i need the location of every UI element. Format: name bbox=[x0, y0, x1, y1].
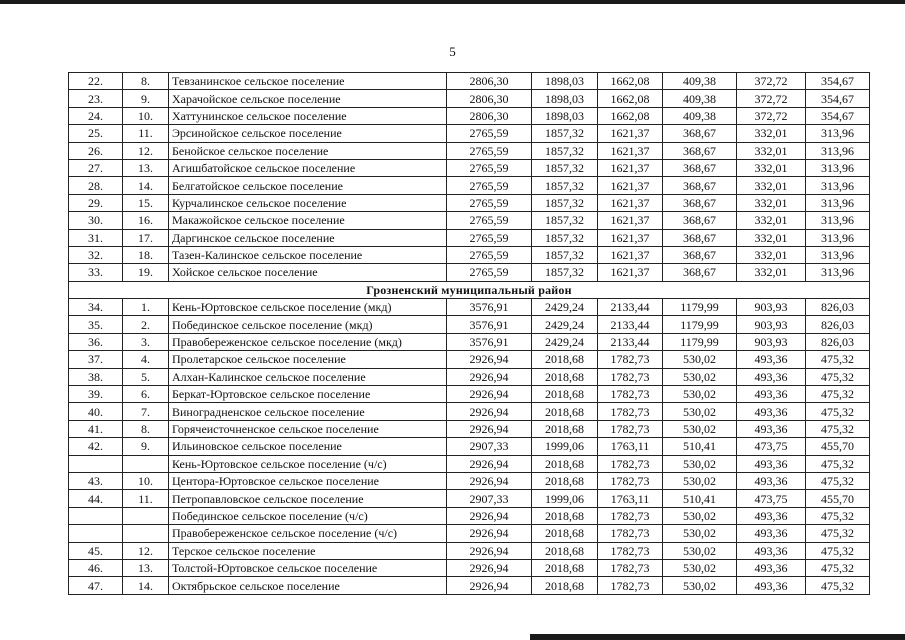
row-number: 44. bbox=[69, 490, 123, 507]
value-cell: 2926,94 bbox=[447, 577, 532, 594]
table-row bbox=[69, 507, 870, 524]
value-cell: 1782,73 bbox=[598, 472, 663, 489]
value-cell: 2133,44 bbox=[598, 299, 663, 316]
table-row bbox=[69, 420, 870, 437]
value-cell: 1621,37 bbox=[598, 142, 663, 159]
settlement-name: Правобереженское сельское поселение (мкд) bbox=[169, 333, 447, 350]
value-cell: 1621,37 bbox=[598, 229, 663, 246]
value-cell: 2018,68 bbox=[532, 386, 598, 403]
row-number bbox=[69, 455, 123, 472]
row-number: 37. bbox=[69, 351, 123, 368]
table-row bbox=[69, 107, 870, 124]
value-cell: 2926,94 bbox=[447, 386, 532, 403]
row-number: 23. bbox=[69, 90, 123, 107]
value-cell: 2765,59 bbox=[447, 125, 532, 142]
value-cell: 313,96 bbox=[806, 212, 870, 229]
value-cell: 313,96 bbox=[806, 246, 870, 263]
value-cell: 475,32 bbox=[806, 420, 870, 437]
value-cell: 1621,37 bbox=[598, 264, 663, 281]
value-cell: 530,02 bbox=[663, 577, 737, 594]
value-cell: 1763,11 bbox=[598, 490, 663, 507]
settlement-name: Терское сельское поселение bbox=[169, 542, 447, 559]
value-cell: 2926,94 bbox=[447, 525, 532, 542]
row-number: 43. bbox=[69, 472, 123, 489]
value-cell: 1857,32 bbox=[532, 177, 598, 194]
value-cell: 530,02 bbox=[663, 368, 737, 385]
row-sub-number bbox=[123, 507, 169, 524]
value-cell: 1999,06 bbox=[532, 490, 598, 507]
row-number: 31. bbox=[69, 229, 123, 246]
value-cell: 1898,03 bbox=[532, 73, 598, 90]
value-cell: 313,96 bbox=[806, 142, 870, 159]
value-cell: 475,32 bbox=[806, 351, 870, 368]
table-row bbox=[69, 194, 870, 211]
value-cell: 2765,59 bbox=[447, 142, 532, 159]
value-cell: 313,96 bbox=[806, 125, 870, 142]
value-cell: 1857,32 bbox=[532, 159, 598, 176]
value-cell: 354,67 bbox=[806, 90, 870, 107]
row-sub-number: 12. bbox=[123, 542, 169, 559]
value-cell: 2907,33 bbox=[447, 438, 532, 455]
value-cell: 1782,73 bbox=[598, 525, 663, 542]
value-cell: 368,67 bbox=[663, 142, 737, 159]
value-cell: 313,96 bbox=[806, 194, 870, 211]
value-cell: 1898,03 bbox=[532, 107, 598, 124]
row-sub-number: 16. bbox=[123, 212, 169, 229]
value-cell: 493,36 bbox=[737, 420, 806, 437]
row-number: 34. bbox=[69, 299, 123, 316]
value-cell: 1782,73 bbox=[598, 403, 663, 420]
value-cell: 1782,73 bbox=[598, 351, 663, 368]
value-cell: 368,67 bbox=[663, 212, 737, 229]
value-cell: 2926,94 bbox=[447, 472, 532, 489]
row-number: 22. bbox=[69, 73, 123, 90]
value-cell: 2765,59 bbox=[447, 159, 532, 176]
row-number: 39. bbox=[69, 386, 123, 403]
row-number: 27. bbox=[69, 159, 123, 176]
value-cell: 1782,73 bbox=[598, 577, 663, 594]
value-cell: 826,03 bbox=[806, 299, 870, 316]
value-cell: 493,36 bbox=[737, 368, 806, 385]
table-row bbox=[69, 455, 870, 472]
value-cell: 332,01 bbox=[737, 177, 806, 194]
value-cell: 475,32 bbox=[806, 525, 870, 542]
value-cell: 354,67 bbox=[806, 107, 870, 124]
row-number: 35. bbox=[69, 316, 123, 333]
value-cell: 1857,32 bbox=[532, 125, 598, 142]
section-title: Грозненский муниципальный район bbox=[69, 281, 870, 298]
value-cell: 1621,37 bbox=[598, 246, 663, 263]
value-cell: 2926,94 bbox=[447, 455, 532, 472]
value-cell: 2765,59 bbox=[447, 212, 532, 229]
settlement-name: Петропавловское сельское поселение bbox=[169, 490, 447, 507]
value-cell: 475,32 bbox=[806, 403, 870, 420]
value-cell: 2018,68 bbox=[532, 525, 598, 542]
settlement-name: Побединское сельское поселение (мкд) bbox=[169, 316, 447, 333]
table-row bbox=[69, 368, 870, 385]
value-cell: 493,36 bbox=[737, 559, 806, 576]
row-sub-number: 6. bbox=[123, 386, 169, 403]
value-cell: 354,67 bbox=[806, 73, 870, 90]
value-cell: 332,01 bbox=[737, 264, 806, 281]
value-cell: 332,01 bbox=[737, 194, 806, 211]
value-cell: 368,67 bbox=[663, 229, 737, 246]
value-cell: 530,02 bbox=[663, 386, 737, 403]
value-cell: 2765,59 bbox=[447, 229, 532, 246]
value-cell: 510,41 bbox=[663, 438, 737, 455]
table-row bbox=[69, 264, 870, 281]
table-row bbox=[69, 559, 870, 576]
value-cell: 455,70 bbox=[806, 438, 870, 455]
value-cell: 493,36 bbox=[737, 577, 806, 594]
table-row bbox=[69, 472, 870, 489]
value-cell: 493,36 bbox=[737, 525, 806, 542]
settlement-name: Хаттунинское сельское поселение bbox=[169, 107, 447, 124]
row-sub-number: 14. bbox=[123, 177, 169, 194]
row-number: 45. bbox=[69, 542, 123, 559]
value-cell: 1857,32 bbox=[532, 142, 598, 159]
value-cell: 332,01 bbox=[737, 142, 806, 159]
value-cell: 530,02 bbox=[663, 559, 737, 576]
value-cell: 1662,08 bbox=[598, 73, 663, 90]
value-cell: 1782,73 bbox=[598, 386, 663, 403]
row-sub-number: 9. bbox=[123, 438, 169, 455]
row-number: 24. bbox=[69, 107, 123, 124]
settlement-name: Кень-Юртовское сельское поселение (ч/с) bbox=[169, 455, 447, 472]
value-cell: 473,75 bbox=[737, 490, 806, 507]
tariff-table bbox=[68, 72, 870, 595]
value-cell: 475,32 bbox=[806, 559, 870, 576]
value-cell: 530,02 bbox=[663, 403, 737, 420]
settlement-name: Белгатойское сельское поселение bbox=[169, 177, 447, 194]
value-cell: 2806,30 bbox=[447, 107, 532, 124]
value-cell: 530,02 bbox=[663, 525, 737, 542]
row-sub-number: 2. bbox=[123, 316, 169, 333]
settlement-name: Тевзанинское сельское поселение bbox=[169, 73, 447, 90]
settlement-name: Бенойское сельское поселение bbox=[169, 142, 447, 159]
row-sub-number: 13. bbox=[123, 159, 169, 176]
row-number: 33. bbox=[69, 264, 123, 281]
value-cell: 368,67 bbox=[663, 194, 737, 211]
table-row bbox=[69, 212, 870, 229]
settlement-name: Центора-Юртовское сельское поселение bbox=[169, 472, 447, 489]
row-number: 36. bbox=[69, 333, 123, 350]
value-cell: 903,93 bbox=[737, 299, 806, 316]
value-cell: 313,96 bbox=[806, 159, 870, 176]
value-cell: 372,72 bbox=[737, 73, 806, 90]
value-cell: 2926,94 bbox=[447, 403, 532, 420]
section-header-group bbox=[69, 281, 870, 298]
value-cell: 2765,59 bbox=[447, 264, 532, 281]
row-sub-number: 10. bbox=[123, 472, 169, 489]
row-sub-number: 1. bbox=[123, 299, 169, 316]
value-cell: 2806,30 bbox=[447, 90, 532, 107]
value-cell: 1662,08 bbox=[598, 90, 663, 107]
value-cell: 475,32 bbox=[806, 542, 870, 559]
row-number: 28. bbox=[69, 177, 123, 194]
value-cell: 368,67 bbox=[663, 264, 737, 281]
value-cell: 1179,99 bbox=[663, 299, 737, 316]
settlement-name: Октябрьское сельское поселение bbox=[169, 577, 447, 594]
row-sub-number: 13. bbox=[123, 559, 169, 576]
row-number: 38. bbox=[69, 368, 123, 385]
value-cell: 2926,94 bbox=[447, 507, 532, 524]
row-number: 47. bbox=[69, 577, 123, 594]
section-header-row bbox=[69, 281, 870, 298]
value-cell: 2018,68 bbox=[532, 403, 598, 420]
settlement-name: Даргинское сельское поселение bbox=[169, 229, 447, 246]
row-number: 25. bbox=[69, 125, 123, 142]
table-row bbox=[69, 229, 870, 246]
value-cell: 409,38 bbox=[663, 90, 737, 107]
settlement-name: Кень-Юртовское сельское поселение (мкд) bbox=[169, 299, 447, 316]
settlement-name: Харачойское сельское поселение bbox=[169, 90, 447, 107]
settlement-name: Виноградненское сельское поселение bbox=[169, 403, 447, 420]
settlement-name: Беркат-Юртовское сельское поселение bbox=[169, 386, 447, 403]
row-sub-number: 7. bbox=[123, 403, 169, 420]
table-body-upper bbox=[69, 73, 870, 282]
value-cell: 475,32 bbox=[806, 507, 870, 524]
bottom-border-line bbox=[530, 634, 905, 640]
value-cell: 1179,99 bbox=[663, 316, 737, 333]
value-cell: 473,75 bbox=[737, 438, 806, 455]
settlement-name: Курчалинское сельское поселение bbox=[169, 194, 447, 211]
row-number: 41. bbox=[69, 420, 123, 437]
settlement-name: Хойское сельское поселение bbox=[169, 264, 447, 281]
value-cell: 313,96 bbox=[806, 229, 870, 246]
value-cell: 368,67 bbox=[663, 177, 737, 194]
row-sub-number: 12. bbox=[123, 142, 169, 159]
value-cell: 1782,73 bbox=[598, 542, 663, 559]
value-cell: 2907,33 bbox=[447, 490, 532, 507]
table-row bbox=[69, 177, 870, 194]
value-cell: 2926,94 bbox=[447, 368, 532, 385]
row-sub-number: 8. bbox=[123, 73, 169, 90]
value-cell: 2018,68 bbox=[532, 542, 598, 559]
value-cell: 2765,59 bbox=[447, 194, 532, 211]
value-cell: 2429,24 bbox=[532, 316, 598, 333]
value-cell: 475,32 bbox=[806, 472, 870, 489]
row-sub-number bbox=[123, 455, 169, 472]
value-cell: 1999,06 bbox=[532, 438, 598, 455]
table-row bbox=[69, 525, 870, 542]
value-cell: 368,67 bbox=[663, 125, 737, 142]
value-cell: 2765,59 bbox=[447, 246, 532, 263]
row-number bbox=[69, 525, 123, 542]
table-row bbox=[69, 438, 870, 455]
value-cell: 1782,73 bbox=[598, 368, 663, 385]
row-sub-number: 9. bbox=[123, 90, 169, 107]
settlement-name: Алхан-Калинское сельское поселение bbox=[169, 368, 447, 385]
value-cell: 1662,08 bbox=[598, 107, 663, 124]
value-cell: 455,70 bbox=[806, 490, 870, 507]
value-cell: 2926,94 bbox=[447, 420, 532, 437]
value-cell: 2018,68 bbox=[532, 420, 598, 437]
settlement-name: Толстой-Юртовское сельское поселение bbox=[169, 559, 447, 576]
settlement-name: Эрсинойское сельское поселение bbox=[169, 125, 447, 142]
settlement-name: Тазен-Калинское сельское поселение bbox=[169, 246, 447, 263]
table-body-lower bbox=[69, 299, 870, 595]
value-cell: 1621,37 bbox=[598, 159, 663, 176]
table-row bbox=[69, 386, 870, 403]
value-cell: 1782,73 bbox=[598, 455, 663, 472]
value-cell: 2018,68 bbox=[532, 559, 598, 576]
value-cell: 368,67 bbox=[663, 159, 737, 176]
value-cell: 826,03 bbox=[806, 333, 870, 350]
row-number: 40. bbox=[69, 403, 123, 420]
value-cell: 493,36 bbox=[737, 403, 806, 420]
table-row bbox=[69, 316, 870, 333]
settlement-name: Пролетарское сельское поселение bbox=[169, 351, 447, 368]
table-row bbox=[69, 403, 870, 420]
value-cell: 332,01 bbox=[737, 159, 806, 176]
value-cell: 1621,37 bbox=[598, 125, 663, 142]
settlement-name: Горячеисточненское сельское поселение bbox=[169, 420, 447, 437]
value-cell: 510,41 bbox=[663, 490, 737, 507]
settlement-name: Ильиновское сельское поселение bbox=[169, 438, 447, 455]
value-cell: 372,72 bbox=[737, 107, 806, 124]
value-cell: 1782,73 bbox=[598, 559, 663, 576]
value-cell: 493,36 bbox=[737, 455, 806, 472]
row-sub-number: 18. bbox=[123, 246, 169, 263]
settlement-name: Макажойское сельское поселение bbox=[169, 212, 447, 229]
value-cell: 2018,68 bbox=[532, 577, 598, 594]
table-row bbox=[69, 542, 870, 559]
table-row bbox=[69, 351, 870, 368]
row-number: 26. bbox=[69, 142, 123, 159]
value-cell: 530,02 bbox=[663, 455, 737, 472]
value-cell: 1621,37 bbox=[598, 194, 663, 211]
row-number: 42. bbox=[69, 438, 123, 455]
value-cell: 530,02 bbox=[663, 507, 737, 524]
table-row bbox=[69, 73, 870, 90]
value-cell: 475,32 bbox=[806, 386, 870, 403]
value-cell: 2765,59 bbox=[447, 177, 532, 194]
value-cell: 903,93 bbox=[737, 333, 806, 350]
value-cell: 368,67 bbox=[663, 246, 737, 263]
settlement-name: Побединское сельское поселение (ч/с) bbox=[169, 507, 447, 524]
value-cell: 332,01 bbox=[737, 229, 806, 246]
value-cell: 1179,99 bbox=[663, 333, 737, 350]
table-row bbox=[69, 490, 870, 507]
value-cell: 475,32 bbox=[806, 455, 870, 472]
row-number: 32. bbox=[69, 246, 123, 263]
value-cell: 2018,68 bbox=[532, 472, 598, 489]
value-cell: 2018,68 bbox=[532, 368, 598, 385]
page-number: 5 bbox=[449, 44, 456, 59]
row-sub-number: 19. bbox=[123, 264, 169, 281]
value-cell: 530,02 bbox=[663, 420, 737, 437]
row-sub-number: 11. bbox=[123, 490, 169, 507]
value-cell: 2133,44 bbox=[598, 316, 663, 333]
value-cell: 313,96 bbox=[806, 264, 870, 281]
value-cell: 2018,68 bbox=[532, 455, 598, 472]
value-cell: 530,02 bbox=[663, 472, 737, 489]
settlement-name: Агишбатойское сельское поселение bbox=[169, 159, 447, 176]
value-cell: 2926,94 bbox=[447, 559, 532, 576]
table-row bbox=[69, 125, 870, 142]
value-cell: 1898,03 bbox=[532, 90, 598, 107]
settlement-name: Правобереженское сельское поселение (ч/с) bbox=[169, 525, 447, 542]
value-cell: 313,96 bbox=[806, 177, 870, 194]
value-cell: 409,38 bbox=[663, 107, 737, 124]
row-sub-number: 3. bbox=[123, 333, 169, 350]
row-number: 30. bbox=[69, 212, 123, 229]
value-cell: 332,01 bbox=[737, 246, 806, 263]
value-cell: 3576,91 bbox=[447, 316, 532, 333]
row-sub-number: 15. bbox=[123, 194, 169, 211]
value-cell: 1857,32 bbox=[532, 229, 598, 246]
row-number: 29. bbox=[69, 194, 123, 211]
value-cell: 372,72 bbox=[737, 90, 806, 107]
row-sub-number bbox=[123, 525, 169, 542]
value-cell: 1621,37 bbox=[598, 212, 663, 229]
value-cell: 493,36 bbox=[737, 542, 806, 559]
row-sub-number: 14. bbox=[123, 577, 169, 594]
table-row bbox=[69, 246, 870, 263]
value-cell: 1763,11 bbox=[598, 438, 663, 455]
top-border-line bbox=[0, 0, 905, 4]
value-cell: 2018,68 bbox=[532, 351, 598, 368]
value-cell: 409,38 bbox=[663, 73, 737, 90]
value-cell: 1857,32 bbox=[532, 246, 598, 263]
table-row bbox=[69, 159, 870, 176]
value-cell: 530,02 bbox=[663, 542, 737, 559]
value-cell: 493,36 bbox=[737, 386, 806, 403]
value-cell: 493,36 bbox=[737, 351, 806, 368]
table-row bbox=[69, 333, 870, 350]
table-row bbox=[69, 142, 870, 159]
value-cell: 2926,94 bbox=[447, 351, 532, 368]
row-number bbox=[69, 507, 123, 524]
value-cell: 530,02 bbox=[663, 351, 737, 368]
value-cell: 826,03 bbox=[806, 316, 870, 333]
value-cell: 493,36 bbox=[737, 507, 806, 524]
value-cell: 903,93 bbox=[737, 316, 806, 333]
value-cell: 2018,68 bbox=[532, 507, 598, 524]
row-number: 46. bbox=[69, 559, 123, 576]
value-cell: 2429,24 bbox=[532, 299, 598, 316]
row-sub-number: 17. bbox=[123, 229, 169, 246]
value-cell: 2429,24 bbox=[532, 333, 598, 350]
value-cell: 2926,94 bbox=[447, 542, 532, 559]
value-cell: 2133,44 bbox=[598, 333, 663, 350]
value-cell: 1857,32 bbox=[532, 212, 598, 229]
table-row bbox=[69, 90, 870, 107]
row-sub-number: 10. bbox=[123, 107, 169, 124]
table-row bbox=[69, 577, 870, 594]
row-sub-number: 4. bbox=[123, 351, 169, 368]
value-cell: 475,32 bbox=[806, 577, 870, 594]
value-cell: 2806,30 bbox=[447, 73, 532, 90]
value-cell: 332,01 bbox=[737, 212, 806, 229]
value-cell: 475,32 bbox=[806, 368, 870, 385]
value-cell: 3576,91 bbox=[447, 299, 532, 316]
value-cell: 1782,73 bbox=[598, 420, 663, 437]
value-cell: 1857,32 bbox=[532, 264, 598, 281]
row-sub-number: 11. bbox=[123, 125, 169, 142]
value-cell: 1621,37 bbox=[598, 177, 663, 194]
value-cell: 1782,73 bbox=[598, 507, 663, 524]
row-sub-number: 5. bbox=[123, 368, 169, 385]
value-cell: 3576,91 bbox=[447, 333, 532, 350]
value-cell: 493,36 bbox=[737, 472, 806, 489]
value-cell: 332,01 bbox=[737, 125, 806, 142]
row-sub-number: 8. bbox=[123, 420, 169, 437]
value-cell: 1857,32 bbox=[532, 194, 598, 211]
table-row bbox=[69, 299, 870, 316]
